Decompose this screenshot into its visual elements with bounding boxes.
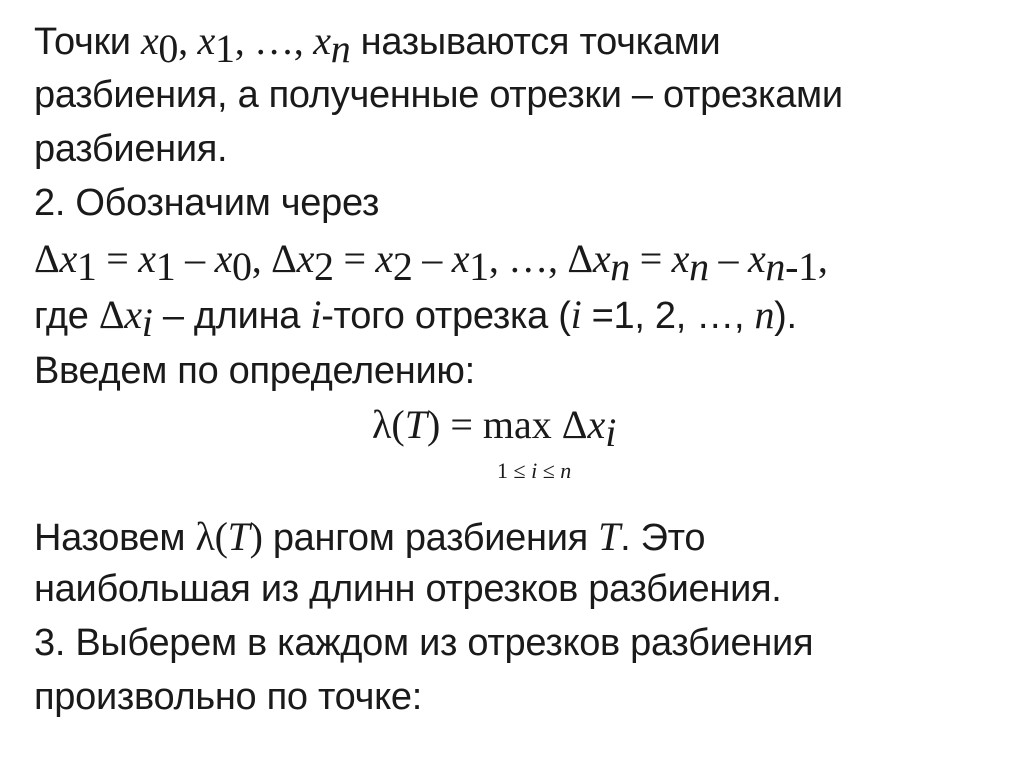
math-eq: = bbox=[630, 236, 672, 281]
range-i: i bbox=[531, 458, 538, 483]
math-x: x bbox=[375, 236, 393, 281]
math-sub: 2 bbox=[392, 244, 413, 289]
math-sub: 0 bbox=[158, 26, 179, 71]
text-line-1 bbox=[34, 18, 721, 71]
line6-mid2: -того отрезка ( bbox=[321, 295, 571, 337]
text-line-6 bbox=[34, 292, 797, 345]
formula-line-deltas bbox=[34, 236, 828, 289]
math-sub-n: n bbox=[765, 244, 786, 289]
math-x: x bbox=[451, 236, 470, 281]
math-T: T bbox=[227, 514, 250, 559]
delta-symbol: Δ bbox=[271, 236, 297, 281]
math-sub: 0 bbox=[232, 244, 252, 289]
math-sep: , …, bbox=[488, 236, 568, 281]
math-sub: i bbox=[141, 300, 153, 345]
math-sub: n bbox=[330, 26, 351, 71]
text-line-11: произвольно по точке: bbox=[34, 676, 422, 718]
math-x: x bbox=[124, 292, 142, 337]
math-x: x bbox=[59, 236, 77, 281]
math-minus: – bbox=[412, 236, 452, 281]
math-sub: 2 bbox=[314, 244, 334, 289]
math-eq: = bbox=[333, 236, 376, 281]
math-sub: n bbox=[610, 244, 630, 289]
math-sub: n bbox=[689, 244, 709, 289]
max-range bbox=[497, 458, 571, 484]
max-operator: = max bbox=[440, 402, 562, 447]
delta-symbol: Δ bbox=[34, 236, 60, 281]
text-line-2: разбиения, а полученные отрезки – отрезками bbox=[34, 74, 843, 116]
math-sub: 1 bbox=[76, 244, 97, 289]
line8-prefix: Назовем bbox=[34, 517, 196, 559]
math-sub: 1 bbox=[155, 244, 176, 289]
math-n: n bbox=[754, 292, 775, 337]
lambda-symbol: λ bbox=[372, 402, 392, 447]
math-sep: , bbox=[178, 18, 198, 63]
line6-end: ). bbox=[774, 295, 797, 337]
text-line-9: наибольшая из длинн отрезков разбиения. bbox=[34, 568, 782, 610]
range-left: 1 ≤ bbox=[497, 458, 532, 483]
math-x: x bbox=[138, 236, 156, 281]
text-line-4: 2. Обозначим через bbox=[34, 182, 380, 224]
math-x: x bbox=[671, 236, 690, 281]
lambda-symbol: λ bbox=[195, 514, 215, 559]
text-line-10: 3. Выберем в каждом из отрезков разбиения bbox=[34, 622, 814, 664]
paren-close: ) bbox=[426, 402, 441, 447]
math-sub: 1 bbox=[215, 26, 235, 71]
math-minus: – bbox=[175, 236, 215, 281]
math-sep: , bbox=[817, 236, 828, 281]
line8-mid: рангом разбиения bbox=[262, 517, 599, 559]
math-sep: , …, bbox=[234, 18, 314, 63]
line1-prefix: Точки bbox=[34, 21, 141, 63]
math-i: i bbox=[310, 292, 322, 337]
line6-eq: =1, 2, …, bbox=[581, 295, 755, 337]
text-line-7: Введем по определению: bbox=[34, 350, 475, 392]
math-sep: , bbox=[251, 236, 272, 281]
math-x: x bbox=[296, 236, 315, 281]
math-x: x bbox=[587, 402, 606, 447]
delta-symbol: Δ bbox=[567, 236, 593, 281]
paren-open: ( bbox=[391, 402, 405, 447]
line8-end: . Это bbox=[620, 517, 706, 559]
text-line-3: разбиения. bbox=[34, 128, 228, 170]
range-n: n bbox=[560, 458, 572, 483]
math-x: x bbox=[214, 236, 233, 281]
line6-prefix: где bbox=[34, 295, 99, 337]
math-x: x bbox=[140, 18, 159, 63]
line1-suffix: называются точками bbox=[350, 21, 721, 63]
text-line-8 bbox=[34, 514, 705, 561]
math-sub-minus-one: -1 bbox=[785, 244, 818, 289]
math-x: x bbox=[747, 236, 766, 281]
delta-symbol: Δ bbox=[98, 292, 125, 337]
range-mid: ≤ bbox=[537, 458, 561, 483]
rank-formula bbox=[372, 402, 617, 455]
math-x: x bbox=[313, 18, 331, 63]
math-T: T bbox=[404, 402, 427, 447]
math-minus: – bbox=[708, 236, 748, 281]
math-x: x bbox=[197, 18, 215, 63]
math-T: T bbox=[598, 514, 621, 559]
line6-mid: – длина bbox=[152, 295, 311, 337]
paren-open: ( bbox=[214, 514, 228, 559]
delta-symbol: Δ bbox=[561, 402, 588, 447]
math-sub bbox=[765, 244, 818, 289]
paren-close: ) bbox=[249, 514, 263, 559]
math-sub: 1 bbox=[469, 244, 489, 289]
math-eq: = bbox=[96, 236, 139, 281]
math-x: x bbox=[592, 236, 611, 281]
math-i: i bbox=[570, 292, 582, 337]
math-sub: i bbox=[605, 410, 617, 455]
